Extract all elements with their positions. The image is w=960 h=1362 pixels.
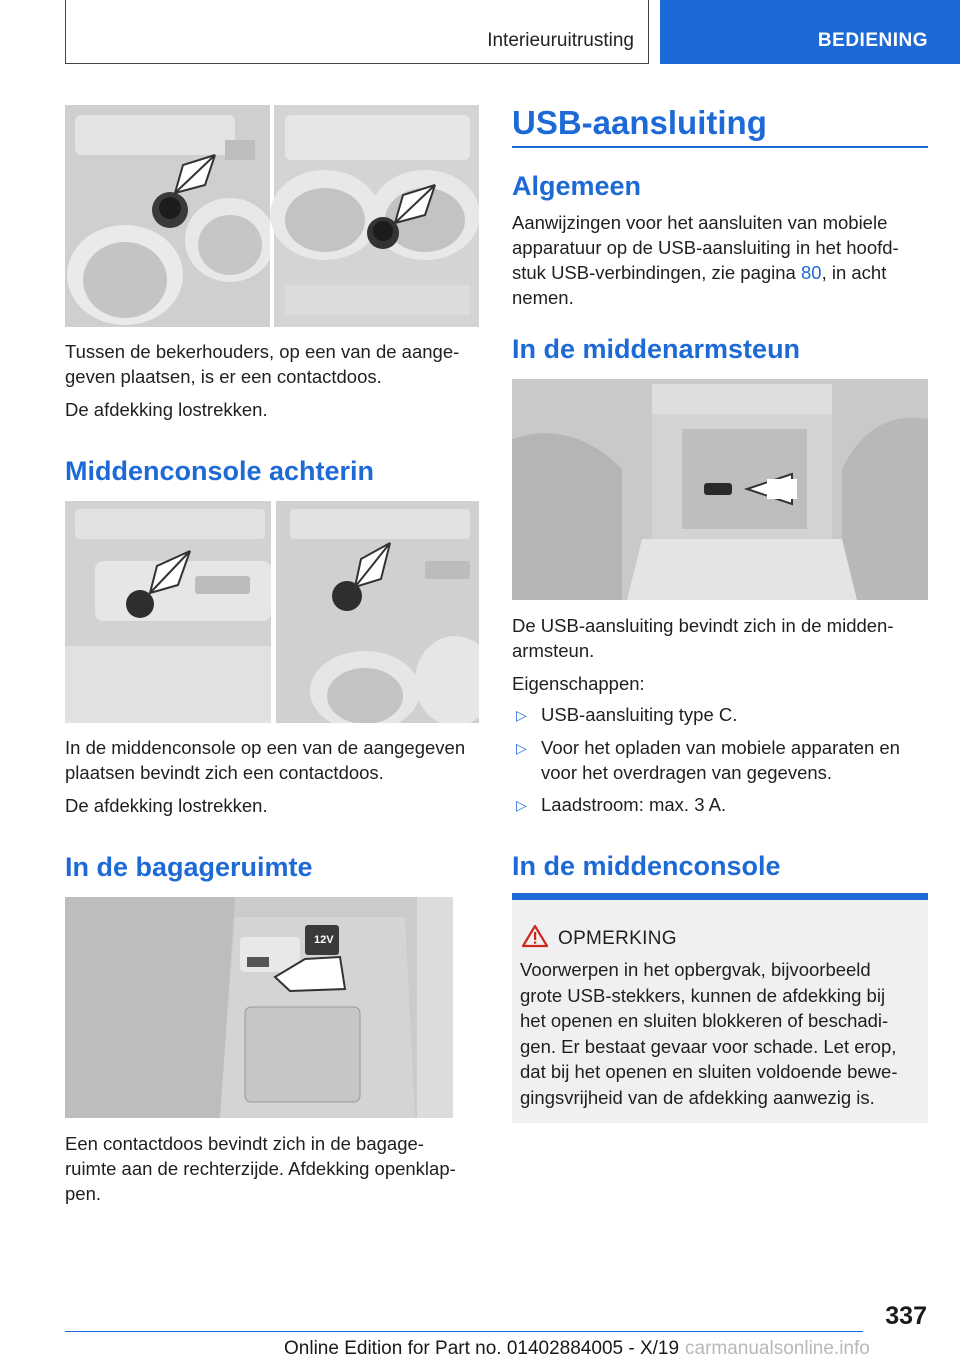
header-section-tab	[65, 0, 649, 64]
caption-cupholder-line2: geven plaatsen, is er een contactdoos.	[65, 366, 382, 387]
note-title: OPMERKING	[558, 928, 677, 949]
caption-cupholder-action: De afdekking lostrekken.	[65, 399, 268, 420]
caption-cupholder-line1: Tussen de bekerhouders, op een van de aange‐	[65, 341, 460, 362]
caption-trunk-line3: pen.	[65, 1183, 102, 1204]
watermark: carmanualsonline.info	[685, 1338, 870, 1359]
note-box	[512, 893, 928, 1123]
warning-triangle-icon	[522, 924, 548, 948]
bullet-icon: ▷	[516, 740, 527, 756]
bullet-icon: ▷	[516, 797, 527, 813]
page-link-80[interactable]: 80	[800, 262, 822, 283]
title-underline	[512, 146, 928, 148]
header-section-title: Interieuruitrusting	[487, 30, 634, 51]
bullet-icon: ▷	[516, 707, 527, 723]
note-line2: grote USB-stekkers, kunnen de afdekking bij	[520, 984, 886, 1006]
header-chapter-title: BEDIENING	[817, 30, 928, 51]
page-number: 337	[885, 1302, 927, 1330]
bullet-charging-line1: Voor het opladen van mobiele apparaten en	[541, 737, 900, 758]
caption-rear-line2: plaatsen bevindt zich een contactdoos.	[65, 762, 384, 783]
trunk-socket-image	[65, 897, 453, 1118]
general-line3-start: stuk USB-verbindingen, zie pagina	[512, 262, 801, 283]
note-line6: gingsvrijheid van de afdekking aanwezig is.	[520, 1086, 875, 1108]
note-line3: het openen en sluiten blokkeren of beschadi‐	[520, 1010, 889, 1031]
caption-trunk-line1: Een contactdoos bevindt zich in de bagage‐	[65, 1133, 424, 1154]
heading-trunk: In de bagageruimte	[65, 852, 313, 882]
bullet-charging-line2: voor het overdragen van gegevens.	[541, 762, 833, 783]
note-line5: dat bij het openen en sluiten voldoende bewe‐	[520, 1061, 898, 1082]
heading-general: Algemeen	[512, 171, 642, 201]
bullet-current: Laadstroom: max. 3 A.	[541, 794, 727, 815]
footer-edition: Online Edition for Part no. 01402884005 - X/19	[284, 1338, 680, 1359]
general-line4: nemen.	[512, 287, 574, 308]
heading-rear-console: Middenconsole achterin	[65, 456, 375, 486]
note-line4: gen. Er bestaat gevaar voor schade. Let erop,	[520, 1035, 897, 1057]
general-line3-end: , in acht	[821, 262, 887, 283]
properties-label: Eigenschappen:	[512, 673, 645, 694]
header-chapter-tab	[660, 0, 960, 64]
general-line1: Aanwijzingen voor het aansluiten van mobiele	[512, 212, 888, 233]
caption-rear-line1: In de middenconsole op een van de aangegeven	[65, 737, 466, 758]
armrest-usb-image	[512, 379, 928, 600]
heading-armrest: In de middenarmsteun	[512, 334, 801, 364]
note-line1: Voorwerpen in het opbergvak, bijvoorbeeld	[520, 959, 871, 980]
caption-rear-action: De afdekking lostrekken.	[65, 795, 268, 816]
general-line2: apparatuur op de USB-aansluiting in het hoofd‐	[512, 237, 899, 258]
trunk-12v-label: 12V	[314, 934, 334, 946]
armrest-line2: armsteun.	[512, 640, 595, 661]
rear-console-socket-image	[65, 501, 479, 723]
bullet-usb-type: USB-aansluiting type C.	[541, 704, 738, 725]
heading-center-console: In de middenconsole	[512, 851, 781, 881]
caption-trunk-line2: ruimte aan de rechterzijde. Afdekking openklap‐	[65, 1158, 456, 1179]
page-title-usb: USB-aansluiting	[512, 104, 767, 141]
cupholder-socket-image	[65, 105, 479, 327]
footer-rule	[65, 1331, 863, 1332]
armrest-line1: De USB-aansluiting bevindt zich in de midden‐	[512, 615, 894, 636]
